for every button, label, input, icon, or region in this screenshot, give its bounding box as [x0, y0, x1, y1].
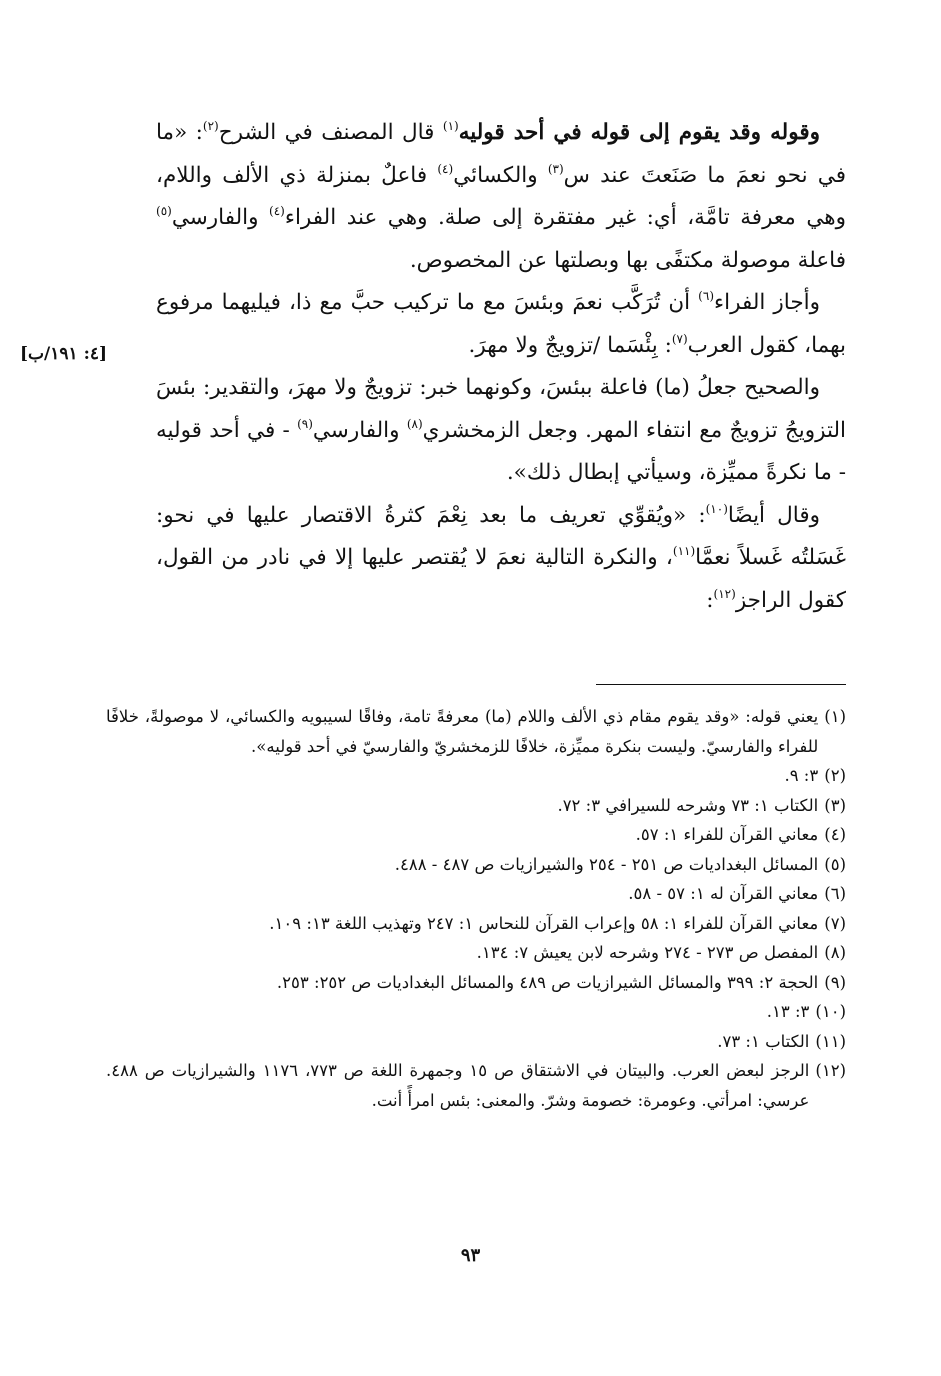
footnote-4 [106, 820, 846, 850]
footnote-number: (٧) [824, 913, 846, 933]
footnote-number: (١) [824, 707, 846, 726]
footnote-number: (٢) [824, 766, 846, 785]
footnote-11 [106, 1027, 846, 1057]
manuscript-folio-reference: [٤: ١٩١/ب] [20, 344, 108, 364]
footnote-3 [106, 791, 846, 821]
footnote-6 [106, 879, 846, 909]
footnote-number: (١١) [815, 1031, 846, 1051]
footnote-text: المسائل البغداديات ص ٢٥١ - ٢٥٤ والشيرازيات ص ٤٨٧ - ٤٨٨. [394, 854, 819, 874]
page-number: ٩٣ [460, 1245, 481, 1266]
footnote-number: (٨) [824, 943, 846, 962]
footnote-text: معاني القرآن للفراء ١: ٥٧. [635, 825, 819, 844]
footnote-text: معاني القرآن للفراء ١: ٥٨ وإعراب القرآن للنحاس ١: ٢٤٧ وتهذيب اللغة ١٣: ١٠٩. [269, 913, 819, 933]
footnote-text: ٣: ١٣. [766, 1002, 810, 1021]
text-span: والصحيح جعلُ (ما) فاعلة ببئسَ، وكونهما خبر: تزويجٌ ولا مهرَ، والتقدير: بئسَ التزويجُ تزويجٌ مع انتفاء المهر. وجعل الزمخشري [156, 375, 846, 443]
text-span: : [706, 587, 714, 613]
quoted-lemma: وقوله وقد يقوم إلى قوله في أحد قوليه [458, 120, 820, 145]
footnote-text: الكتاب ١: ٧٣. [717, 1031, 810, 1051]
footnote-marker: (١) [442, 119, 459, 133]
footnote-text: ٣: ٩. [784, 766, 819, 785]
footnote-number: (٣) [824, 795, 846, 815]
paragraph-4 [156, 495, 846, 623]
text-span: أن تُرَكَّب نعمَ وبئسَ مع ما تركيب حبَّ مع ذا، فيليهما مرفوع بهما، كقول العرب [156, 290, 846, 358]
footnote-marker: (١١) [672, 544, 696, 558]
footnotes-section [106, 702, 846, 1115]
footnote-text: المفصل ص ٢٧٣ - ٢٧٤ وشرحه لابن يعيش ٧: ١٣٤. [476, 943, 819, 962]
footnote-2 [106, 761, 846, 791]
footnote-12 [106, 1056, 846, 1115]
text-span: فاعلٌ بمنزلة ذي الألف واللام، وهي معرفة تامَّة، أي: غير مفتقرة إلى صلة. وهي عند الفراء [156, 162, 846, 230]
text-span: : بِئْسَما /تزويجٌ ولا مهرَ. [468, 332, 672, 358]
footnote-number: (١٢) [815, 1061, 846, 1080]
text-span: - في أحد قوليه - ما نكرةً مميِّزة، وسيأتي إبطال ذلك». [156, 417, 846, 485]
footnote-text: الكتاب ١: ٧٣ وشرحه للسيرافي ٣: ٧٢. [557, 795, 819, 815]
footnote-1 [106, 702, 846, 761]
footnote-7 [106, 909, 846, 939]
text-span: : «ما في نحو نعمَ ما صَنَعتَ عند س [156, 120, 847, 188]
footnote-number: (١٠) [815, 1002, 846, 1021]
footnote-marker: (١٠) [705, 501, 728, 516]
footnote-marker: (١٢) [713, 586, 736, 601]
footnote-text: معاني القرآن له ١: ٥٧ - ٥٨. [628, 884, 819, 903]
footnote-marker: (٥) [156, 204, 172, 218]
paragraph-2 [156, 282, 846, 367]
text-span: والفارسي [312, 417, 407, 443]
footnote-number: (٥) [824, 854, 846, 874]
footnote-marker: (٦) [698, 289, 714, 303]
footnote-text: يعني قوله: «وقد يقوم مقام ذي الألف واللام (ما) معرفةً تامة، وفاقًا لسيبويه والكسائي، لا موصولةً، خلافًا للفراء والفارسيّ. وليست بنكرة مميِّزة، خلافًا للزمخشريّ والفارسيّ في أحد قوليه». [106, 707, 819, 756]
text-span: ، والنكرة التالية نعمَ لا يُقتصر عليها إلا في نادر من القول، كقول الراجز [156, 545, 846, 613]
text-span: : «ويُقوِّي تعريف ما بعد نِعْمَ كثرةُ الاقتصار عليها في نحو: غَسَلتُه غَسلاً نعمَّا [156, 502, 847, 570]
footnote-marker: (٤) [269, 204, 285, 218]
footnote-number: (٤) [824, 825, 846, 844]
footnote-marker: (٩) [297, 416, 313, 431]
footnote-number: (٩) [824, 972, 846, 992]
footnote-marker: (٢) [202, 119, 219, 133]
footnote-9 [106, 968, 846, 998]
paragraph-3 [156, 367, 846, 495]
footnote-10 [106, 997, 846, 1027]
text-span: فاعلة موصولة مكتفًى بها وبصلتها عن المخصوص. [409, 247, 846, 273]
footnote-text: الحجة ٢: ٣٩٩ والمسائل الشيرازيات ص ٤٨٩ والمسائل البغداديات ص ٢٥٢: ٢٥٣. [276, 972, 819, 992]
footnote-marker: (٤) [437, 161, 454, 176]
text-span: وقال أيضًا [727, 502, 821, 528]
footnote-number: (٦) [824, 884, 846, 903]
footnote-separator [596, 684, 846, 685]
text-span: والفارسي [171, 205, 269, 230]
footnote-text: الرجز لبعض العرب. والبيتان في الاشتقاق ص ١٥ وجمهرة اللغة ص ٧٧٣، ١١٧٦ والشيرازيات ص ٤٨٨. عرسي: امرأتي. وعومرة: خصومة وشرّ. والمعنى: بئس امرأً أنت. [106, 1061, 810, 1110]
paragraph-1 [156, 112, 846, 282]
footnote-marker: (٧) [671, 331, 688, 346]
footnote-marker: (٣) [547, 161, 564, 176]
footnote-marker: (٨) [406, 416, 423, 431]
footnote-8 [106, 938, 846, 968]
footnote-5 [106, 850, 846, 880]
main-text [156, 112, 846, 622]
text-span: قال المصنف في الشرح [218, 120, 443, 145]
text-span: وأجاز الفراء [714, 290, 820, 315]
text-span: والكسائي [453, 162, 548, 188]
